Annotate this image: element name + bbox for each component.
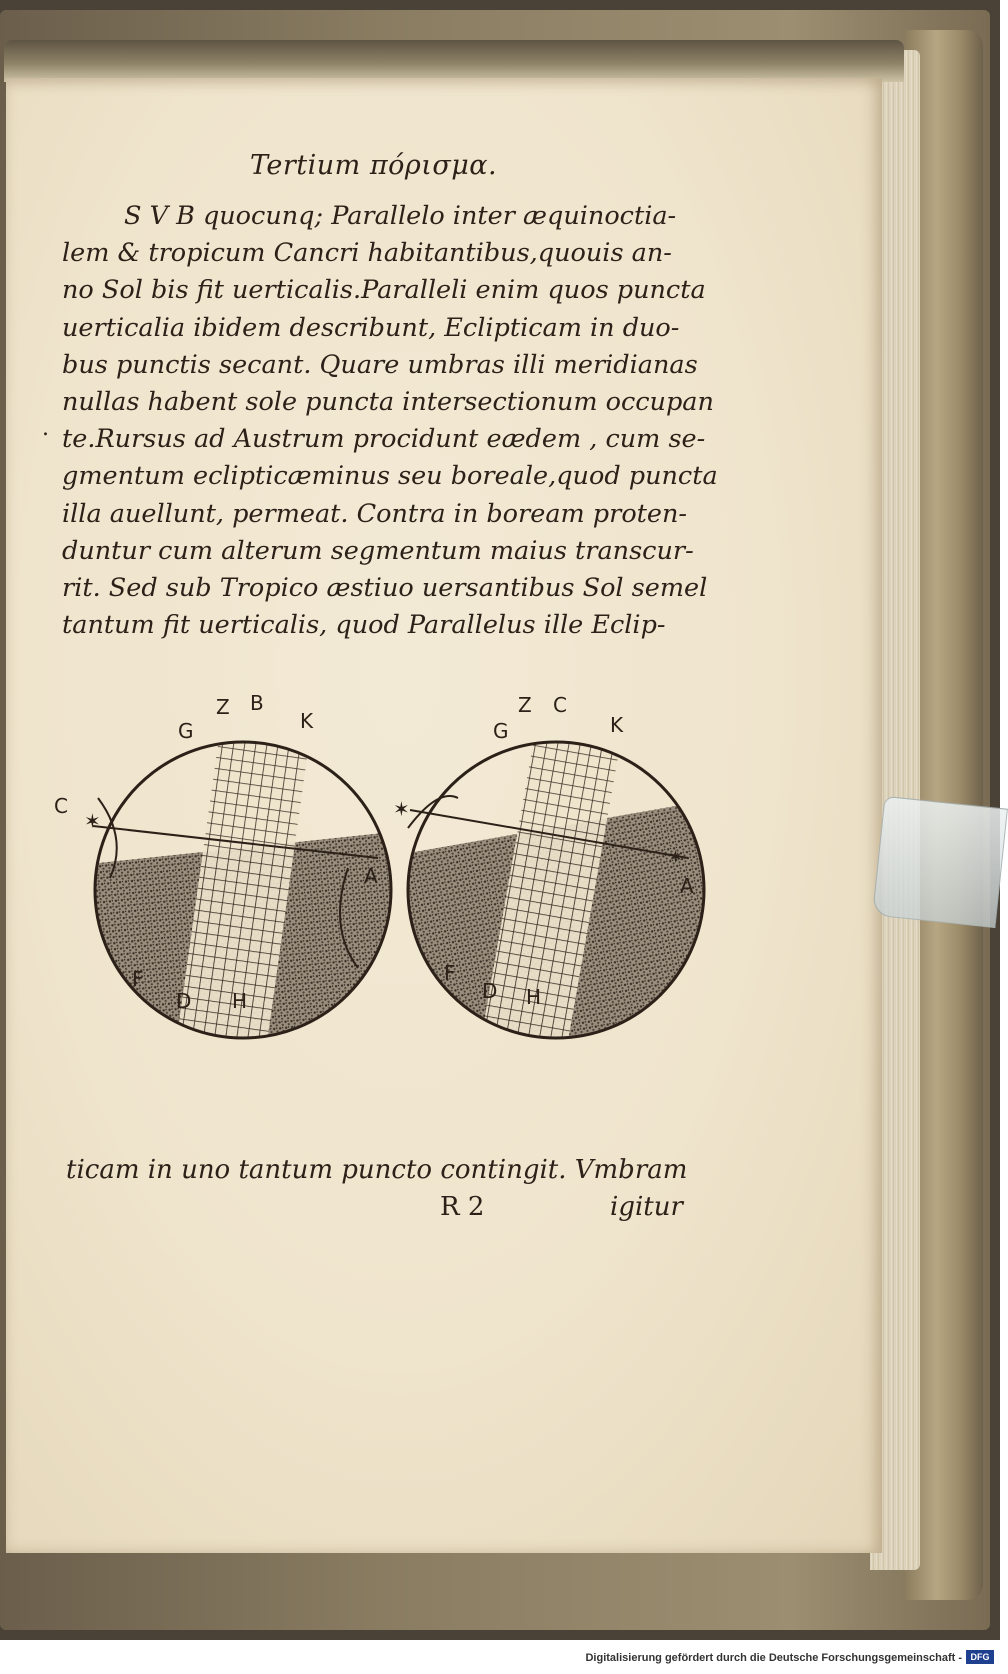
label-d-right: D [482,979,498,1003]
label-h-left: H [232,989,248,1013]
text-line: uerticalia ibidem describunt, Eclipticam in duo- [62,312,680,343]
label-h-right: H [526,985,542,1009]
body-text [62,198,718,644]
text-line: duntur cum alterum segmentum maius transcur- [62,535,694,566]
text-line: rit. Sed sub Tropico æstiuo uersantibus Sol semel [62,573,708,604]
label-g-right: G [493,719,509,743]
text-line: S V B quocunq; Parallelo inter æquinoctia- [124,201,677,231]
label-z-right: Z [518,693,532,717]
text-line: bus punctis secant. Quare umbras illi meridianas [62,349,698,380]
label-z-left: Z [216,695,230,719]
text-line: tantum fit uerticalis, quod Parallelus ille Eclip- [62,610,666,641]
label-c-right: C [553,693,567,717]
bottom-text-line: ticam in uno tantum puncto contingit. Vmbram [66,1155,688,1185]
dfg-logo[interactable]: DFG [966,1650,994,1664]
text-line: illa auellunt, permeat. Contra in boream proten- [62,498,688,529]
label-d-left: D [176,989,192,1013]
text-line: nullas habent sole puncta intersectionum occupan [62,387,714,418]
label-k-left: K [300,709,314,733]
label-a-left: A [364,864,378,888]
star-marker-icon: ✶ [84,809,101,833]
text-line: lem & tropicum Cancri habitantibus,quouis an- [62,238,672,269]
label-c-left: C [54,794,68,818]
footer-credit: Digitalisierung gefördert durch die Deutsche Forschungsgemeinschaft - [585,1652,962,1664]
label-k-right: K [610,713,624,737]
signature-mark: R 2 [440,1192,485,1222]
margin-mark: . [42,416,49,441]
label-b-left: B [250,691,264,715]
page-title: Tertium πόρισμα. [250,150,498,181]
catchword: igitur [610,1192,683,1222]
label-f-right: F [444,961,456,985]
text-line: te.Rursus ad Austrum procidunt eædem , cum se- [62,424,706,455]
label-a-right: A [680,874,694,898]
text-line: no Sol bis fit uerticalis.Paralleli enim quos puncta [62,275,706,306]
star-marker-icon: ✶ [668,847,684,868]
text-line: gmentum eclipticæminus seu boreale,quod puncta [62,461,718,492]
label-g-left: G [178,719,194,743]
star-marker-icon: ✶ [393,797,410,821]
bookmark-clip [872,796,1008,928]
book-top-edge [4,40,904,82]
label-f-left: F [132,967,144,991]
woodcut-figure [48,691,738,1098]
footer-bar [0,1644,1000,1674]
